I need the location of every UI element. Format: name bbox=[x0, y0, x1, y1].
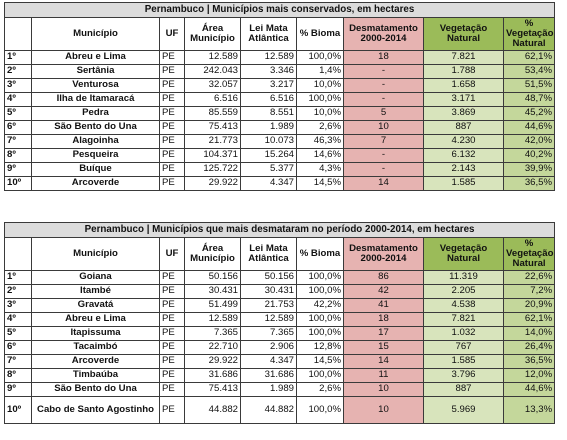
pct-vegetacao-cell: 48,7% bbox=[504, 93, 555, 107]
rank-cell: 6º bbox=[5, 341, 32, 355]
uf-cell: PE bbox=[160, 163, 185, 177]
vegetacao-cell: 3.796 bbox=[424, 369, 504, 383]
municipio-cell: Buíque bbox=[32, 163, 160, 177]
table-row bbox=[5, 299, 555, 313]
desmatamento-cell: 10 bbox=[344, 121, 424, 135]
desmatamento-cell: 10 bbox=[344, 383, 424, 397]
municipio-cell: Timbaúba bbox=[32, 369, 160, 383]
bioma-cell: 1,4% bbox=[297, 65, 344, 79]
table-title: Pernambuco | Municípios mais conservados, em hectares bbox=[5, 3, 555, 18]
municipio-cell: Arcoverde bbox=[32, 355, 160, 369]
conserved-municipalities-table bbox=[4, 2, 555, 191]
municipio-cell: Tacaimbó bbox=[32, 341, 160, 355]
area-cell: 12.589 bbox=[185, 313, 241, 327]
desmatamento-cell: 5 bbox=[344, 107, 424, 121]
vegetacao-cell: 7.821 bbox=[424, 51, 504, 65]
pct-vegetacao-cell: 40,2% bbox=[504, 149, 555, 163]
header-area: Área Município bbox=[185, 238, 241, 271]
bioma-cell: 100,0% bbox=[297, 313, 344, 327]
uf-cell: PE bbox=[160, 299, 185, 313]
pct-vegetacao-cell: 62,1% bbox=[504, 313, 555, 327]
municipio-cell: Pesqueira bbox=[32, 149, 160, 163]
desmatamento-cell: 7 bbox=[344, 135, 424, 149]
pct-vegetacao-cell: 26,4% bbox=[504, 341, 555, 355]
bioma-cell: 14,5% bbox=[297, 355, 344, 369]
lei-cell: 31.686 bbox=[241, 369, 297, 383]
area-cell: 7.365 bbox=[185, 327, 241, 341]
rank-cell: 4º bbox=[5, 93, 32, 107]
table-row bbox=[5, 369, 555, 383]
header-area: Área Município bbox=[185, 18, 241, 51]
vegetacao-cell: 6.132 bbox=[424, 149, 504, 163]
desmatamento-cell: 42 bbox=[344, 285, 424, 299]
rank-cell: 9º bbox=[5, 383, 32, 397]
pct-vegetacao-cell: 14,0% bbox=[504, 327, 555, 341]
header-bioma: % Bioma bbox=[297, 18, 344, 51]
rank-cell: 7º bbox=[5, 135, 32, 149]
pct-vegetacao-cell: 20,9% bbox=[504, 299, 555, 313]
bioma-cell: 4,3% bbox=[297, 163, 344, 177]
lei-cell: 21.753 bbox=[241, 299, 297, 313]
area-cell: 29.922 bbox=[185, 177, 241, 191]
vegetacao-cell: 1.788 bbox=[424, 65, 504, 79]
municipio-cell: Itambé bbox=[32, 285, 160, 299]
header-desmatamento: Desmatamento 2000-2014 bbox=[344, 238, 424, 271]
pct-vegetacao-cell: 39,9% bbox=[504, 163, 555, 177]
rank-cell: 3º bbox=[5, 299, 32, 313]
uf-cell: PE bbox=[160, 107, 185, 121]
rank-cell: 6º bbox=[5, 121, 32, 135]
pct-vegetacao-cell: 44,6% bbox=[504, 383, 555, 397]
bioma-cell: 100,0% bbox=[297, 51, 344, 65]
pct-vegetacao-cell: 12,0% bbox=[504, 369, 555, 383]
municipio-cell: Alagoinha bbox=[32, 135, 160, 149]
area-cell: 21.773 bbox=[185, 135, 241, 149]
lei-cell: 3.217 bbox=[241, 79, 297, 93]
table-row bbox=[5, 79, 555, 93]
rank-cell: 2º bbox=[5, 285, 32, 299]
area-cell: 75.413 bbox=[185, 383, 241, 397]
municipio-cell: Itapissuma bbox=[32, 327, 160, 341]
desmatamento-cell: 11 bbox=[344, 369, 424, 383]
desmatamento-cell: 41 bbox=[344, 299, 424, 313]
desmatamento-cell: - bbox=[344, 65, 424, 79]
header-municipio: Município bbox=[32, 238, 160, 271]
vegetacao-cell: 1.585 bbox=[424, 355, 504, 369]
vegetacao-cell: 2.143 bbox=[424, 163, 504, 177]
area-cell: 50.156 bbox=[185, 271, 241, 285]
bioma-cell: 100,0% bbox=[297, 285, 344, 299]
bioma-cell: 100,0% bbox=[297, 271, 344, 285]
table-row bbox=[5, 163, 555, 177]
bioma-cell: 100,0% bbox=[297, 369, 344, 383]
desmatamento-cell: 15 bbox=[344, 341, 424, 355]
bioma-cell: 12,8% bbox=[297, 341, 344, 355]
header-uf: UF bbox=[160, 238, 185, 271]
vegetacao-cell: 3.869 bbox=[424, 107, 504, 121]
vegetacao-cell: 887 bbox=[424, 121, 504, 135]
lei-cell: 12.589 bbox=[241, 313, 297, 327]
municipio-cell: Abreu e Lima bbox=[32, 51, 160, 65]
rank-cell: 1º bbox=[5, 271, 32, 285]
municipio-cell: Gravatá bbox=[32, 299, 160, 313]
desmatamento-cell: 86 bbox=[344, 271, 424, 285]
vegetacao-cell: 11.319 bbox=[424, 271, 504, 285]
uf-cell: PE bbox=[160, 51, 185, 65]
lei-cell: 10.073 bbox=[241, 135, 297, 149]
uf-cell: PE bbox=[160, 177, 185, 191]
uf-cell: PE bbox=[160, 79, 185, 93]
table-row bbox=[5, 327, 555, 341]
rank-cell: 2º bbox=[5, 65, 32, 79]
area-cell: 51.499 bbox=[185, 299, 241, 313]
vegetacao-cell: 1.585 bbox=[424, 177, 504, 191]
lei-cell: 4.347 bbox=[241, 355, 297, 369]
table-row bbox=[5, 397, 555, 424]
table-row bbox=[5, 149, 555, 163]
table-row bbox=[5, 121, 555, 135]
header-pct-vegetacao: % Vegetação Natural bbox=[504, 238, 555, 271]
vegetacao-cell: 767 bbox=[424, 341, 504, 355]
uf-cell: PE bbox=[160, 313, 185, 327]
pct-vegetacao-cell: 62,1% bbox=[504, 51, 555, 65]
lei-cell: 1.989 bbox=[241, 383, 297, 397]
table-row bbox=[5, 341, 555, 355]
uf-cell: PE bbox=[160, 355, 185, 369]
uf-cell: PE bbox=[160, 65, 185, 79]
pct-vegetacao-cell: 13,3% bbox=[504, 397, 555, 424]
table-row bbox=[5, 383, 555, 397]
bioma-cell: 100,0% bbox=[297, 327, 344, 341]
vegetacao-cell: 4.230 bbox=[424, 135, 504, 149]
rank-cell: 3º bbox=[5, 79, 32, 93]
lei-cell: 8.551 bbox=[241, 107, 297, 121]
header-lei: Lei Mata Atlântica bbox=[241, 18, 297, 51]
table-title: Pernambuco | Municípios que mais desmataram no período 2000-2014, em hectares bbox=[5, 223, 555, 238]
header-vegetacao: Vegetação Natural bbox=[424, 18, 504, 51]
header-vegetacao: Vegetação Natural bbox=[424, 238, 504, 271]
area-cell: 32.057 bbox=[185, 79, 241, 93]
pct-vegetacao-cell: 22,6% bbox=[504, 271, 555, 285]
vegetacao-cell: 2.205 bbox=[424, 285, 504, 299]
vegetacao-cell: 7.821 bbox=[424, 313, 504, 327]
header-lei: Lei Mata Atlântica bbox=[241, 238, 297, 271]
uf-cell: PE bbox=[160, 341, 185, 355]
header-municipio: Município bbox=[32, 18, 160, 51]
pct-vegetacao-cell: 44,6% bbox=[504, 121, 555, 135]
vegetacao-cell: 3.171 bbox=[424, 93, 504, 107]
lei-cell: 2.906 bbox=[241, 341, 297, 355]
rank-cell: 8º bbox=[5, 369, 32, 383]
area-cell: 6.516 bbox=[185, 93, 241, 107]
lei-cell: 50.156 bbox=[241, 271, 297, 285]
vegetacao-cell: 5.969 bbox=[424, 397, 504, 424]
vegetacao-cell: 887 bbox=[424, 383, 504, 397]
lei-cell: 1.989 bbox=[241, 121, 297, 135]
uf-cell: PE bbox=[160, 383, 185, 397]
bioma-cell: 100,0% bbox=[297, 93, 344, 107]
bioma-cell: 42,2% bbox=[297, 299, 344, 313]
bioma-cell: 14,6% bbox=[297, 149, 344, 163]
vegetacao-cell: 1.032 bbox=[424, 327, 504, 341]
rank-cell: 5º bbox=[5, 107, 32, 121]
rank-cell: 10º bbox=[5, 397, 32, 424]
municipio-cell: Abreu e Lima bbox=[32, 313, 160, 327]
pct-vegetacao-cell: 36,5% bbox=[504, 355, 555, 369]
table-row bbox=[5, 355, 555, 369]
area-cell: 44.882 bbox=[185, 397, 241, 424]
lei-cell: 44.882 bbox=[241, 397, 297, 424]
header-desmatamento: Desmatamento 2000-2014 bbox=[344, 18, 424, 51]
desmatamento-cell: 18 bbox=[344, 51, 424, 65]
area-cell: 22.710 bbox=[185, 341, 241, 355]
lei-cell: 30.431 bbox=[241, 285, 297, 299]
lei-cell: 7.365 bbox=[241, 327, 297, 341]
table-row bbox=[5, 177, 555, 191]
uf-cell: PE bbox=[160, 327, 185, 341]
rank-cell: 8º bbox=[5, 149, 32, 163]
table-row bbox=[5, 135, 555, 149]
municipio-cell: Sertânia bbox=[32, 65, 160, 79]
area-cell: 104.371 bbox=[185, 149, 241, 163]
table-row bbox=[5, 93, 555, 107]
rank-cell: 4º bbox=[5, 313, 32, 327]
uf-cell: PE bbox=[160, 93, 185, 107]
header-uf: UF bbox=[160, 18, 185, 51]
vegetacao-cell: 4.538 bbox=[424, 299, 504, 313]
lei-cell: 12.589 bbox=[241, 51, 297, 65]
area-cell: 31.686 bbox=[185, 369, 241, 383]
table-row bbox=[5, 51, 555, 65]
area-cell: 242.043 bbox=[185, 65, 241, 79]
desmatamento-cell: - bbox=[344, 79, 424, 93]
header-bioma: % Bioma bbox=[297, 238, 344, 271]
uf-cell: PE bbox=[160, 397, 185, 424]
pct-vegetacao-cell: 7,2% bbox=[504, 285, 555, 299]
pct-vegetacao-cell: 42,0% bbox=[504, 135, 555, 149]
rank-cell: 10º bbox=[5, 177, 32, 191]
rank-cell: 1º bbox=[5, 51, 32, 65]
vegetacao-cell: 1.658 bbox=[424, 79, 504, 93]
lei-cell: 5.377 bbox=[241, 163, 297, 177]
desmatamento-cell: 14 bbox=[344, 355, 424, 369]
municipio-cell: Cabo de Santo Agostinho bbox=[32, 397, 160, 424]
uf-cell: PE bbox=[160, 135, 185, 149]
municipio-cell: Venturosa bbox=[32, 79, 160, 93]
municipio-cell: Ilha de Itamaracá bbox=[32, 93, 160, 107]
bioma-cell: 2,6% bbox=[297, 121, 344, 135]
table-row bbox=[5, 285, 555, 299]
bioma-cell: 2,6% bbox=[297, 383, 344, 397]
desmatamento-cell: - bbox=[344, 163, 424, 177]
bioma-cell: 10,0% bbox=[297, 79, 344, 93]
uf-cell: PE bbox=[160, 369, 185, 383]
bioma-cell: 100,0% bbox=[297, 397, 344, 424]
table-row bbox=[5, 107, 555, 121]
table-row bbox=[5, 313, 555, 327]
desmatamento-cell: 18 bbox=[344, 313, 424, 327]
lei-cell: 15.264 bbox=[241, 149, 297, 163]
area-cell: 29.922 bbox=[185, 355, 241, 369]
area-cell: 30.431 bbox=[185, 285, 241, 299]
pct-vegetacao-cell: 51,5% bbox=[504, 79, 555, 93]
table-row bbox=[5, 271, 555, 285]
header-rank bbox=[5, 18, 32, 51]
header-rank bbox=[5, 238, 32, 271]
lei-cell: 6.516 bbox=[241, 93, 297, 107]
pct-vegetacao-cell: 36,5% bbox=[504, 177, 555, 191]
deforested-municipalities-table bbox=[4, 222, 555, 424]
bioma-cell: 14,5% bbox=[297, 177, 344, 191]
pct-vegetacao-cell: 53,4% bbox=[504, 65, 555, 79]
municipio-cell: São Bento do Una bbox=[32, 121, 160, 135]
uf-cell: PE bbox=[160, 121, 185, 135]
bioma-cell: 10,0% bbox=[297, 107, 344, 121]
uf-cell: PE bbox=[160, 271, 185, 285]
municipio-cell: São Bento do Una bbox=[32, 383, 160, 397]
municipio-cell: Pedra bbox=[32, 107, 160, 121]
table-row bbox=[5, 65, 555, 79]
rank-cell: 7º bbox=[5, 355, 32, 369]
desmatamento-cell: - bbox=[344, 149, 424, 163]
uf-cell: PE bbox=[160, 149, 185, 163]
rank-cell: 5º bbox=[5, 327, 32, 341]
area-cell: 85.559 bbox=[185, 107, 241, 121]
desmatamento-cell: - bbox=[344, 93, 424, 107]
rank-cell: 9º bbox=[5, 163, 32, 177]
lei-cell: 4.347 bbox=[241, 177, 297, 191]
area-cell: 125.722 bbox=[185, 163, 241, 177]
area-cell: 12.589 bbox=[185, 51, 241, 65]
lei-cell: 3.346 bbox=[241, 65, 297, 79]
desmatamento-cell: 17 bbox=[344, 327, 424, 341]
municipio-cell: Goiana bbox=[32, 271, 160, 285]
municipio-cell: Arcoverde bbox=[32, 177, 160, 191]
pct-vegetacao-cell: 45,2% bbox=[504, 107, 555, 121]
uf-cell: PE bbox=[160, 285, 185, 299]
desmatamento-cell: 14 bbox=[344, 177, 424, 191]
desmatamento-cell: 10 bbox=[344, 397, 424, 424]
header-pct-vegetacao: % Vegetação Natural bbox=[504, 18, 555, 51]
bioma-cell: 46,3% bbox=[297, 135, 344, 149]
area-cell: 75.413 bbox=[185, 121, 241, 135]
